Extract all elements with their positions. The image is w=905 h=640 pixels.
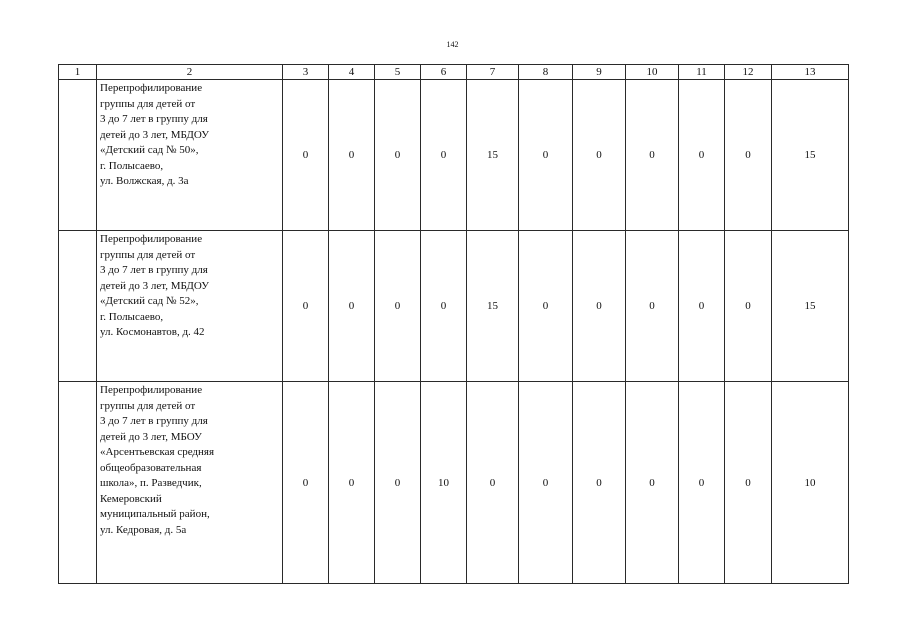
value-cell: 0 <box>573 80 626 231</box>
value-cell: 15 <box>467 231 519 382</box>
header-cell-4: 4 <box>329 65 375 80</box>
data-table <box>58 64 849 584</box>
value-cell: 0 <box>283 80 329 231</box>
row-index-cell <box>59 80 97 231</box>
header-row <box>59 65 849 80</box>
header-cell-13: 13 <box>772 65 849 80</box>
page-number: 142 <box>446 40 459 49</box>
row-index-cell <box>59 231 97 382</box>
header-cell-8: 8 <box>519 65 573 80</box>
row-description: Перепрофилирование группы для детей от 3 до 7 лет в группу для детей до 3 лет, МБОУ «Арсентьевская средняя общеобразовательная школа», п. Разведчик, Кемеровский муниципальный район, ул. Кедровая, д. 5а <box>97 382 283 584</box>
value-cell: 0 <box>375 231 421 382</box>
value-cell: 0 <box>329 80 375 231</box>
value-cell: 0 <box>626 80 679 231</box>
header-cell-9: 9 <box>573 65 626 80</box>
total-cell: 15 <box>772 231 849 382</box>
value-cell: 0 <box>375 80 421 231</box>
header-cell-1: 1 <box>59 65 97 80</box>
value-cell: 0 <box>519 382 573 584</box>
header-cell-11: 11 <box>679 65 725 80</box>
header-cell-2: 2 <box>97 65 283 80</box>
table-row <box>59 382 849 584</box>
value-cell: 0 <box>573 382 626 584</box>
row-description: Перепрофилирование группы для детей от 3 до 7 лет в группу для детей до 3 лет, МБДОУ «Детский сад № 52», г. Полысаево, ул. Космонавтов, д. 42 <box>97 231 283 382</box>
value-cell: 0 <box>679 231 725 382</box>
value-cell: 0 <box>283 231 329 382</box>
total-cell: 10 <box>772 382 849 584</box>
value-cell: 0 <box>725 80 772 231</box>
value-cell: 0 <box>467 382 519 584</box>
value-cell: 10 <box>421 382 467 584</box>
value-cell: 0 <box>329 382 375 584</box>
total-cell: 15 <box>772 80 849 231</box>
header-cell-12: 12 <box>725 65 772 80</box>
value-cell: 0 <box>519 231 573 382</box>
value-cell: 0 <box>329 231 375 382</box>
value-cell: 0 <box>725 382 772 584</box>
value-cell: 0 <box>283 382 329 584</box>
row-index-cell <box>59 382 97 584</box>
value-cell: 0 <box>573 231 626 382</box>
value-cell: 0 <box>421 231 467 382</box>
row-description: Перепрофилирование группы для детей от 3 до 7 лет в группу для детей до 3 лет, МБДОУ «Детский сад № 50», г. Полысаево, ул. Волжская, д. 3а <box>97 80 283 231</box>
value-cell: 0 <box>679 382 725 584</box>
value-cell: 0 <box>519 80 573 231</box>
header-cell-7: 7 <box>467 65 519 80</box>
table-row <box>59 231 849 382</box>
value-cell: 0 <box>679 80 725 231</box>
value-cell: 0 <box>725 231 772 382</box>
value-cell: 0 <box>626 231 679 382</box>
value-cell: 0 <box>421 80 467 231</box>
table-row <box>59 80 849 231</box>
header-cell-3: 3 <box>283 65 329 80</box>
header-cell-5: 5 <box>375 65 421 80</box>
header-cell-10: 10 <box>626 65 679 80</box>
value-cell: 0 <box>375 382 421 584</box>
value-cell: 0 <box>626 382 679 584</box>
header-cell-6: 6 <box>421 65 467 80</box>
value-cell: 15 <box>467 80 519 231</box>
